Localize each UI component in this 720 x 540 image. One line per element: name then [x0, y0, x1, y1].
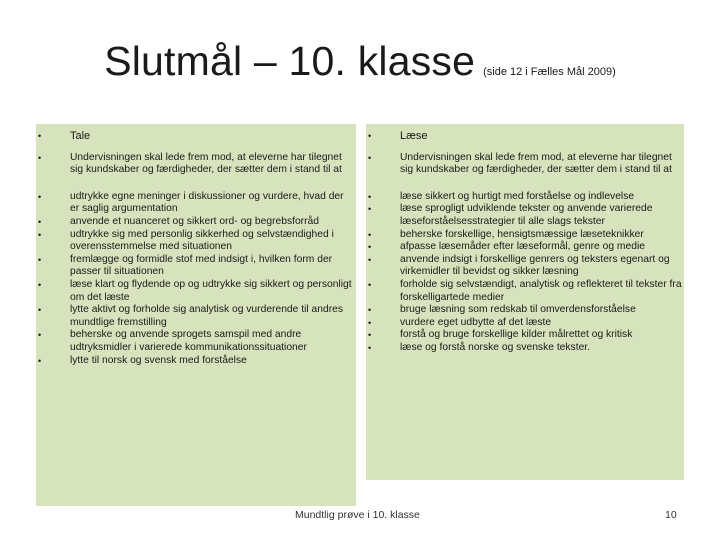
- list-item: [368, 329, 682, 342]
- bullet-icon: •: [368, 204, 372, 215]
- column-intro: Undervisningen skal lede frem mod, at eleverne har tilegnet sig kundskaber og færdigheder, der sætter dem i stand til at: [400, 151, 672, 176]
- bullet-icon: •: [368, 317, 372, 328]
- list-item: [368, 241, 682, 254]
- bullet-icon: •: [368, 342, 372, 353]
- list-item-text: læse sikkert og hurtigt med forståelse og indlevelse: [400, 190, 635, 202]
- bullet-icon: •: [38, 330, 42, 341]
- bullet-icon: •: [38, 254, 42, 265]
- list-item-text: beherske og anvende sprogets samspil med andre udtryksmidler i varierede kommunikationssituationer: [70, 329, 307, 353]
- list-item: [368, 317, 682, 330]
- list-item: [38, 254, 354, 279]
- list-item-text: forstå og bruge forskellige kilder målrettet og kritisk: [400, 329, 633, 341]
- list-item-text: lytte til norsk og svensk med forståelse: [70, 354, 247, 366]
- list-item: [38, 130, 354, 143]
- slide-title: Slutmål – 10. klasse: [104, 38, 476, 84]
- list-item-text: læse sprogligt udviklende tekster og anvende varierede læseforståelsesstrategier til alle slags tekster: [400, 203, 653, 227]
- slide-footer: [0, 509, 720, 523]
- list-item-text: forholde sig selvstændigt, analytisk og reflekteret til tekster fra forskelligartede medier: [400, 278, 682, 303]
- list-item-text: lytte aktivt og forholde sig analytisk og vurderende til andres mundtlige fremstilling: [70, 304, 344, 328]
- bullet-icon: •: [368, 131, 372, 141]
- bullet-icon: •: [38, 279, 42, 290]
- column-heading: Læse: [400, 130, 428, 142]
- page-number: 10: [665, 509, 677, 521]
- bullet-icon: •: [368, 305, 372, 316]
- list-item: [38, 355, 354, 368]
- list-item: [368, 191, 682, 204]
- list-item-text: udtrykke egne meninger i diskussioner og vurdere, hvad der er saglig argumentation: [70, 190, 344, 215]
- list-item: [368, 152, 682, 177]
- list-item-text: beherske forskellige, hensigtsmæssige læseteknikker: [400, 228, 644, 240]
- bullet-icon: •: [368, 152, 372, 163]
- bullet-icon: •: [368, 279, 372, 290]
- bullet-icon: •: [38, 216, 42, 227]
- bullet-icon: •: [368, 242, 372, 253]
- list-item-text: vurdere eget udbytte af det læste: [400, 316, 552, 328]
- bullet-icon: •: [38, 152, 42, 163]
- column-heading: Tale: [70, 130, 91, 142]
- list-item: [38, 279, 354, 304]
- list-item-text: anvende indsigt i forskellige genrers og teksters egenart og virkemidler til bevidst og sikker læsning: [400, 253, 670, 278]
- list-item: [368, 130, 682, 143]
- list-item: [368, 254, 682, 279]
- list-item-text: bruge læsning som redskab til omverdensforståelse: [400, 304, 636, 316]
- bullet-icon: •: [38, 191, 42, 202]
- list-item: [38, 304, 354, 329]
- laese-column: [368, 130, 682, 355]
- list-item-text: afpasse læsemåder efter læseformål, genre og medie: [400, 241, 645, 253]
- bullet-icon: •: [368, 191, 372, 202]
- list-item: [368, 203, 682, 228]
- list-item: [38, 191, 354, 216]
- list-item: [38, 329, 354, 354]
- list-item: [38, 216, 354, 229]
- slide-title-row: [0, 38, 720, 98]
- list-item-text: læse og forstå norske og svenske tekster.: [400, 341, 591, 353]
- bullet-icon: •: [38, 229, 42, 240]
- column-intro: Undervisningen skal lede frem mod, at eleverne har tilegnet sig kundskaber og færdigheder, der sætter dem i stand til at: [70, 151, 342, 176]
- bullet-icon: •: [38, 305, 42, 316]
- bullet-icon: •: [368, 330, 372, 341]
- list-item: [38, 229, 354, 254]
- list-item: [368, 342, 682, 355]
- list-item: [38, 152, 354, 177]
- slide-subtitle: (side 12 i Fælles Mål 2009): [483, 66, 616, 78]
- list-item-text: anvende et nuanceret og sikkert ord- og begrebsforråd: [70, 215, 319, 227]
- list-item: [368, 229, 682, 242]
- list-item-text: læse klart og flydende op og udtrykke sig sikkert og personligt om det læste: [70, 278, 352, 303]
- list-item-text: fremlægge og formidle stof med indsigt i, hvilken form der passer til situationen: [70, 253, 333, 278]
- bullet-icon: •: [368, 229, 372, 240]
- list-item-text: udtrykke sig med personlig sikkerhed og selvstændighed i overensstemmelse med situationen: [70, 228, 334, 253]
- bullet-icon: •: [38, 355, 42, 366]
- tale-column: [38, 130, 354, 367]
- bullet-icon: •: [38, 131, 42, 141]
- bullet-icon: •: [368, 254, 372, 265]
- footer-text: Mundtlig prøve i 10. klasse: [295, 509, 420, 521]
- list-item: [368, 304, 682, 317]
- list-item: [368, 279, 682, 304]
